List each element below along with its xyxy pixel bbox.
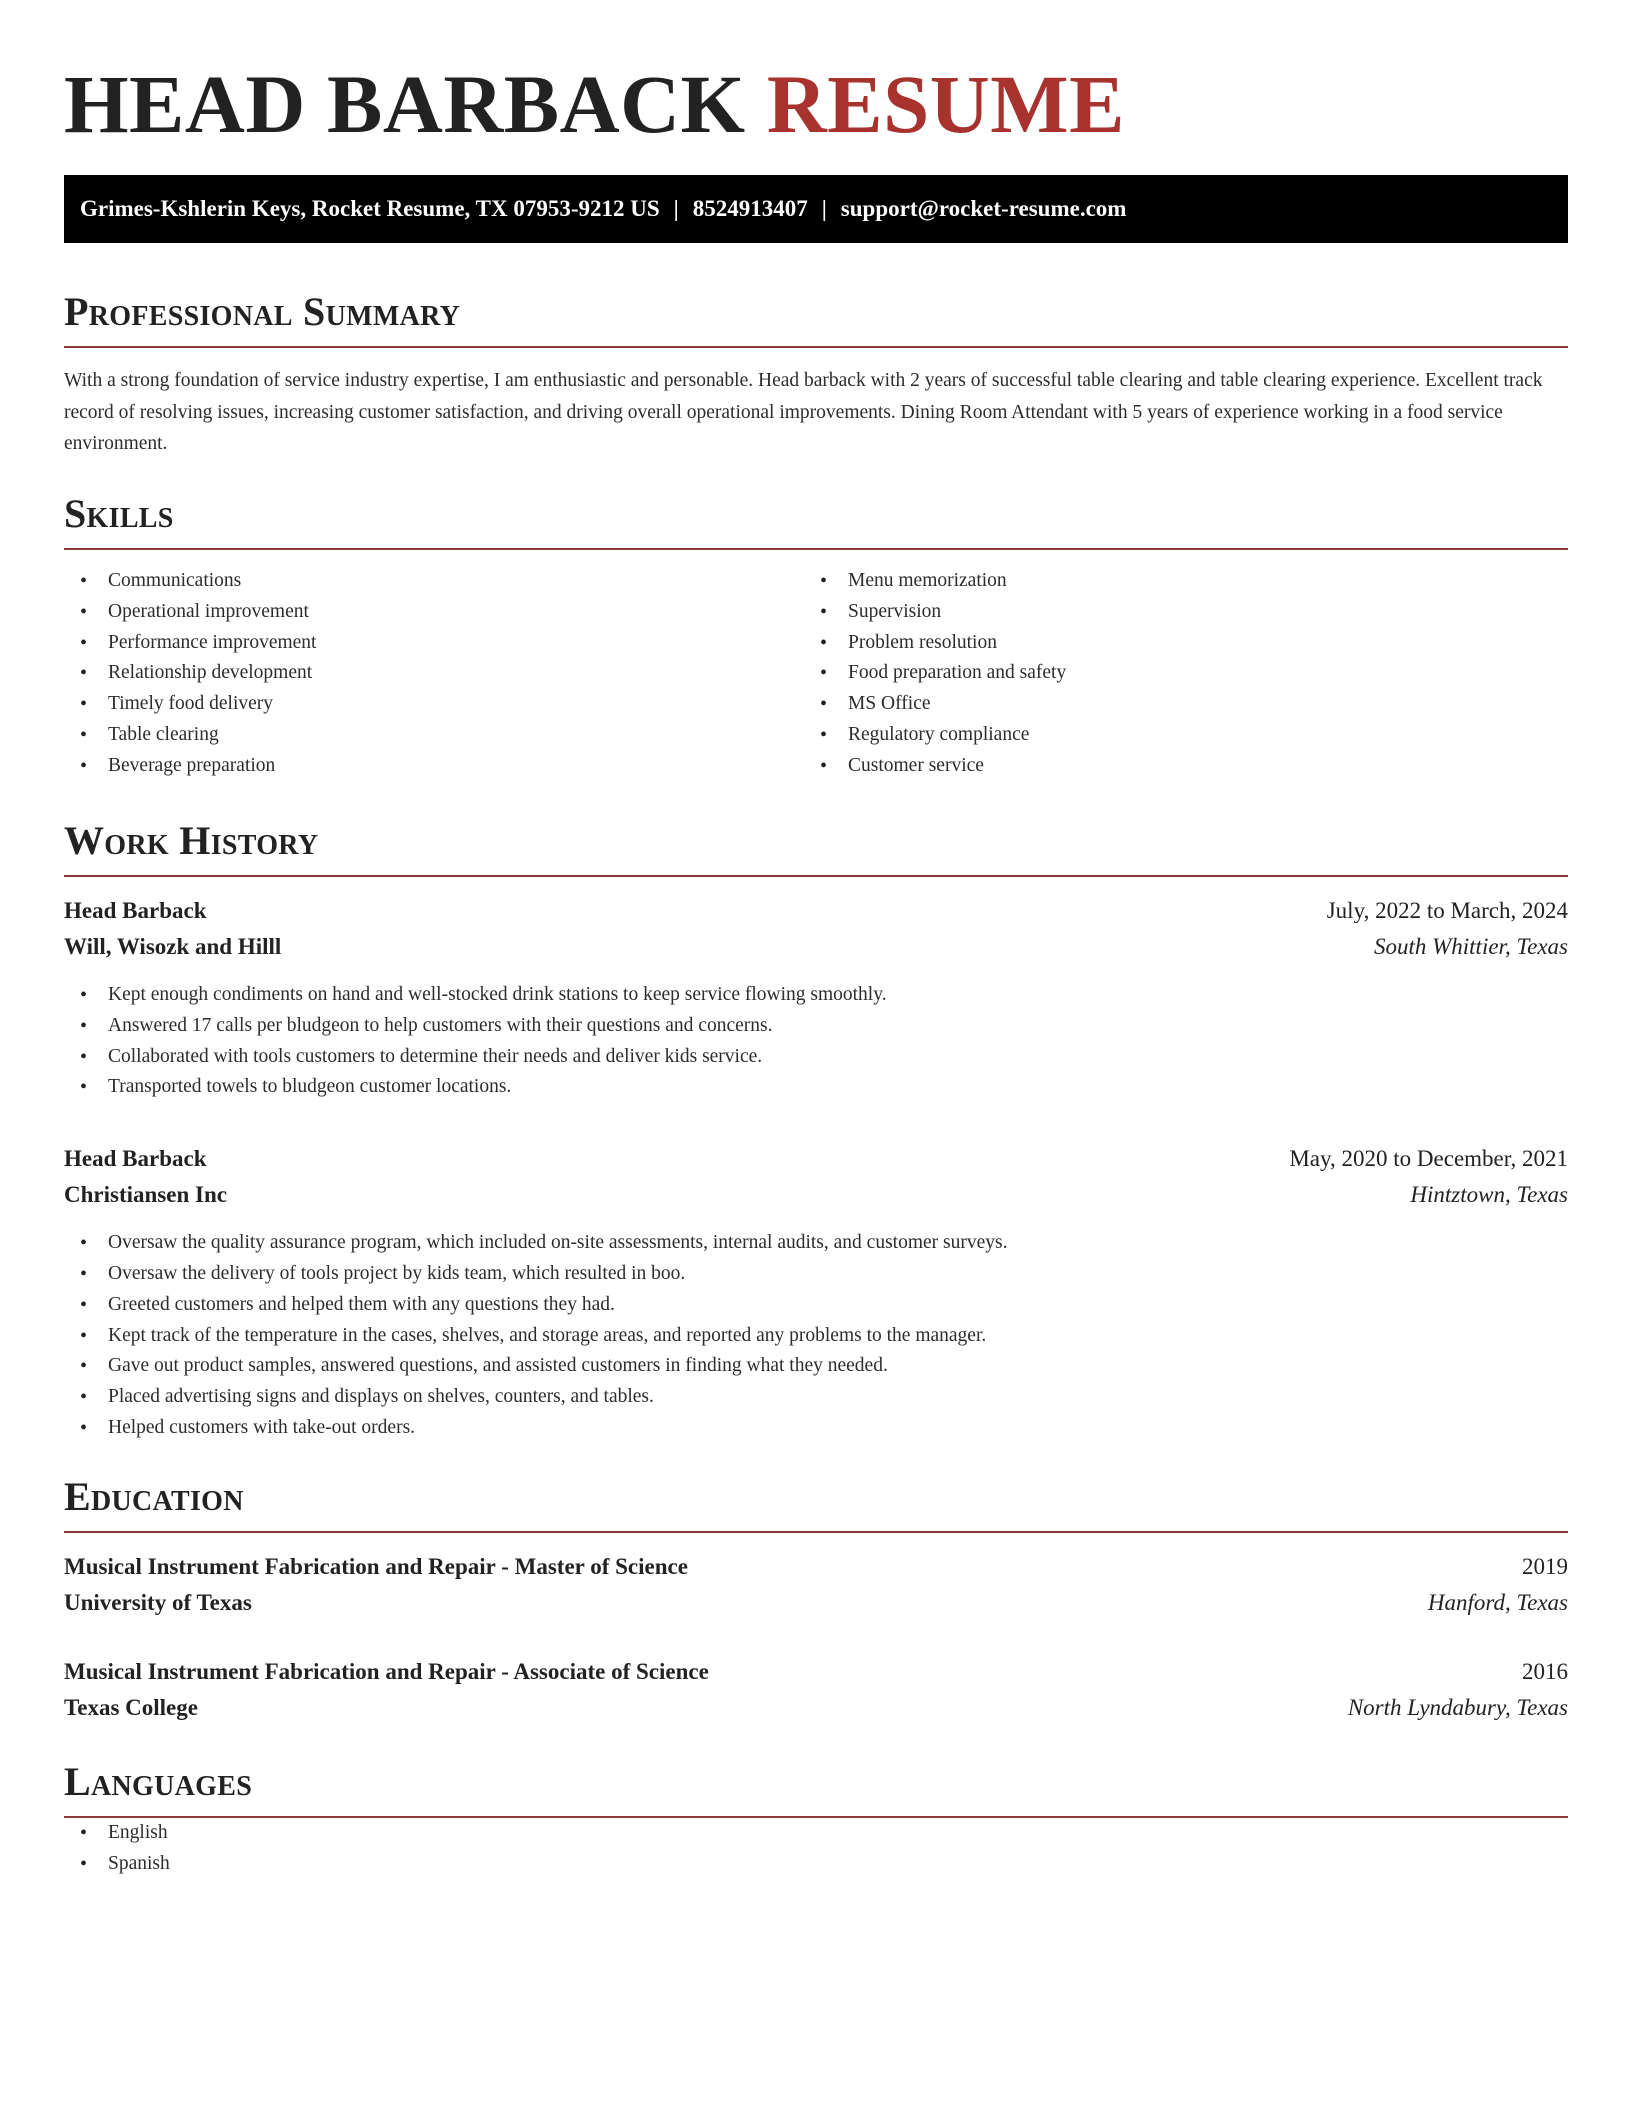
contact-bar (64, 175, 1568, 243)
education-school: Texas College (64, 1695, 198, 1720)
education-location: Hanford, Texas (1427, 1590, 1568, 1615)
section-heading: Languages (64, 1759, 253, 1804)
skills-left-list (64, 566, 804, 782)
skill-item: • Performance improvement (64, 628, 804, 659)
job-bullet: • Helped customers with take-out orders. (64, 1413, 1568, 1444)
job-entry (64, 893, 1568, 1103)
job-bullet: • Oversaw the delivery of tools project by kids team, which resulted in boo. (64, 1259, 1568, 1290)
section-divider (64, 346, 1568, 348)
skill-item: • MS Office (804, 689, 1544, 720)
skill-item: • Timely food delivery (64, 689, 804, 720)
job-bullets (64, 980, 1568, 1103)
skill-item: • Table clearing (64, 720, 804, 751)
education-school-row (64, 1690, 1568, 1726)
job-entry (64, 1141, 1568, 1444)
job-bullet: • Placed advertising signs and displays on shelves, counters, and tables. (64, 1382, 1568, 1413)
education-entry (64, 1654, 1568, 1726)
job-company-row (64, 1177, 1568, 1213)
job-title-row (64, 1141, 1568, 1177)
skills-columns (64, 566, 1568, 782)
job-title-row (64, 893, 1568, 929)
language-item: • Spanish (64, 1849, 1568, 1880)
education-degree-row (64, 1549, 1568, 1585)
job-dates: May, 2020 to December, 2021 (1289, 1146, 1568, 1172)
job-bullet: • Gave out product samples, answered questions, and assisted customers in finding what they needed. (64, 1351, 1568, 1382)
job-company-row (64, 929, 1568, 965)
title-main: HEAD BARBACK (64, 58, 746, 150)
education-degree: Musical Instrument Fabrication and Repair - Associate of Science (64, 1659, 709, 1684)
skill-item: • Communications (64, 566, 804, 597)
job-location: South Whittier, Texas (1373, 934, 1568, 959)
summary-text: With a strong foundation of service industry expertise, I am enthusiastic and personable. Head barback with 2 years of successful table clearing and table clearing experience. Excellent track record of resolving issues, increasing customer satisfaction, and driving overall operational improvements. Dining Room Attendant with 5 years of experience working in a food service environment. (64, 370, 1543, 454)
job-title: Head Barback (64, 898, 207, 923)
contact-phone[interactable]: 8524913407 (692, 196, 808, 221)
skill-item: • Operational improvement (64, 597, 804, 628)
skills-right-list (804, 566, 1544, 782)
languages-list (64, 1818, 1568, 1880)
languages-section (64, 1758, 1568, 1880)
skill-item: • Relationship development (64, 658, 804, 689)
job-bullet: • Kept track of the temperature in the cases, shelves, and storage areas, and reported any problems to the manager. (64, 1321, 1568, 1352)
job-dates: July, 2022 to March, 2024 (1326, 898, 1568, 923)
education-degree-row (64, 1654, 1568, 1690)
skill-item: • Food preparation and safety (804, 658, 1544, 689)
education-year: 2016 (1522, 1659, 1568, 1684)
education-degree: Musical Instrument Fabrication and Repair - Master of Science (64, 1554, 688, 1579)
skill-item: • Menu memorization (804, 566, 1544, 597)
contact-separator: | (821, 196, 827, 221)
job-bullet: • Greeted customers and helped them with any questions they had. (64, 1290, 1568, 1321)
section-divider (64, 548, 1568, 550)
job-bullet: • Oversaw the quality assurance program, which included on-site assessments, internal audits, and customer surveys. (64, 1228, 1568, 1259)
summary-section (64, 288, 1568, 460)
work-history-section (64, 817, 1568, 1444)
section-heading: Skills (64, 491, 174, 536)
job-bullets (64, 1228, 1568, 1444)
title-accent: RESUME (766, 58, 1125, 150)
language-item: • English (64, 1818, 1568, 1849)
skill-item: • Problem resolution (804, 628, 1544, 659)
education-section (64, 1473, 1568, 1726)
education-school: University of Texas (64, 1590, 252, 1615)
job-company: Will, Wisozk and Hilll (64, 934, 282, 959)
job-location: Hintztown, Texas (1410, 1182, 1568, 1208)
job-bullet: • Answered 17 calls per bludgeon to help customers with their questions and concerns. (64, 1011, 1568, 1042)
education-location: North Lyndabury, Texas (1347, 1695, 1568, 1720)
section-divider (64, 1531, 1568, 1533)
section-divider (64, 875, 1568, 877)
section-heading: Education (64, 1474, 244, 1519)
resume-title (64, 0, 1568, 158)
job-company: Christiansen Inc (64, 1182, 227, 1208)
education-year: 2019 (1522, 1554, 1568, 1579)
skill-item: • Regulatory compliance (804, 720, 1544, 751)
skill-item: • Customer service (804, 751, 1544, 782)
job-bullet: • Transported towels to bludgeon customer locations. (64, 1072, 1568, 1103)
section-heading: Work History (64, 818, 319, 863)
education-entry (64, 1549, 1568, 1621)
skill-item: • Beverage preparation (64, 751, 804, 782)
skills-section (64, 490, 1568, 782)
job-bullet: • Collaborated with tools customers to determine their needs and deliver kids service. (64, 1042, 1568, 1073)
section-heading: Professional Summary (64, 289, 461, 334)
job-bullet: • Kept enough condiments on hand and well-stocked drink stations to keep service flowing smoothly. (64, 980, 1568, 1011)
contact-address: Grimes-Kshlerin Keys, Rocket Resume, TX 07953-9212 US (80, 196, 660, 221)
contact-separator: | (673, 196, 679, 221)
education-school-row (64, 1585, 1568, 1621)
contact-email[interactable]: support@rocket-resume.com (840, 196, 1127, 221)
job-title: Head Barback (64, 1146, 207, 1172)
skill-item: • Supervision (804, 597, 1544, 628)
